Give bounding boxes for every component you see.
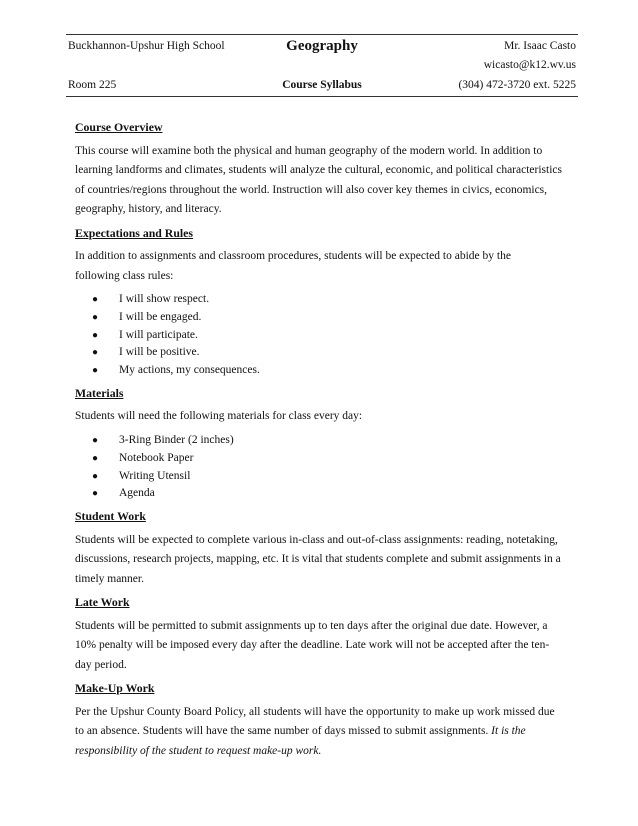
- list-item: [75, 309, 602, 327]
- student-work-text: [75, 531, 602, 590]
- bullet-icon: ●: [92, 470, 99, 482]
- materials-heading: Materials: [75, 385, 124, 400]
- materials-intro-line: Students will need the following materials for class every day:: [75, 410, 363, 423]
- bullet-icon: ●: [92, 294, 99, 305]
- material-text: Agenda: [119, 487, 155, 500]
- rule-text: I will be positive.: [119, 346, 200, 359]
- student-work-line: discussions, research projects, mapping, etc. It is vital that students complete and submit assignments in a: [75, 553, 561, 566]
- header-row-1: [66, 38, 578, 58]
- material-text: Writing Utensil: [119, 469, 191, 482]
- list-item: [75, 468, 602, 486]
- teacher-email[interactable]: wicasto@k12.wv.us: [483, 59, 576, 71]
- makeup-work-line: [75, 722, 602, 742]
- subject-title: Geography: [286, 38, 358, 54]
- list-item: [75, 432, 602, 450]
- course-overview-heading: Course Overview: [75, 120, 163, 134]
- overview-line: geography, history, and literacy.: [75, 203, 222, 215]
- document-type: Course Syllabus: [282, 79, 362, 91]
- student-work-line: timely manner.: [75, 572, 144, 585]
- makeup-emphasis: responsibility of the student to request make-up work.: [75, 744, 322, 757]
- bullet-icon: ●: [92, 311, 99, 323]
- expectations-rules-text: [75, 247, 602, 286]
- teacher-phone: (304) 472-3720 ext. 5225: [458, 79, 576, 91]
- makeup-emphasis: It is the: [491, 725, 526, 738]
- rules-intro-line: In addition to assignments and classroom procedures, students will be expected to abide by the: [75, 250, 511, 262]
- materials-text: [75, 407, 602, 427]
- list-item: [75, 362, 602, 380]
- list-item: [75, 344, 602, 362]
- makeup-work-line: Per the Upshur County Board Policy, all students will have the opportunity to make up work missed due: [75, 705, 555, 718]
- makeup-work-text: [75, 703, 602, 762]
- makeup-work-sentence: to an absence. Students will have the same number of days missed to submit assignments.: [75, 725, 489, 738]
- late-work-line: Students will be permitted to submit assignments up to ten days after the original due date. However, a: [75, 619, 548, 632]
- overview-line: of countries/regions throughout the world. Instruction will also cover key themes in civics, economics,: [75, 183, 548, 196]
- header-row-3: [66, 79, 578, 97]
- rule-text: I will show respect.: [119, 293, 210, 305]
- late-work-text: [75, 617, 602, 676]
- bullet-icon: ●: [92, 434, 99, 446]
- overview-line: learning landforms and climates, students will analyze the cultural, economic, and political characteristics: [75, 164, 562, 176]
- teacher-name: Mr. Isaac Casto: [504, 40, 576, 52]
- late-work-heading: Late Work: [75, 595, 130, 610]
- list-item: [75, 485, 602, 503]
- bullet-icon: ●: [92, 452, 99, 464]
- material-text: 3-Ring Binder (2 inches): [119, 433, 234, 446]
- header-row-2: [66, 57, 578, 75]
- list-item: [75, 291, 602, 309]
- student-work-line: Students will be expected to complete various in-class and out-of-class assignments: reading, notetaking,: [75, 533, 558, 546]
- header-bottom-rule: [66, 96, 578, 97]
- student-work-heading: Student Work: [75, 509, 146, 524]
- makeup-work-heading: Make-Up Work: [75, 681, 155, 696]
- late-work-line: 10% penalty will be imposed every day after the deadline. Late work will not be accepted after the ten-: [75, 639, 550, 652]
- bullet-icon: ●: [92, 329, 99, 341]
- syllabus-body: [75, 118, 602, 765]
- late-work-line: day period.: [75, 658, 127, 671]
- list-item: [75, 327, 602, 345]
- expectations-rules-heading: Expectations and Rules: [75, 225, 193, 240]
- room-number: Room 225: [68, 79, 117, 91]
- bullet-icon: ●: [92, 347, 99, 359]
- rule-text: My actions, my consequences.: [119, 364, 260, 377]
- bullet-icon: ●: [92, 488, 99, 500]
- bullet-icon: ●: [92, 365, 99, 377]
- list-item: [75, 450, 602, 468]
- material-text: Notebook Paper: [119, 451, 194, 464]
- school-name: Buckhannon-Upshur High School: [68, 40, 225, 52]
- header-top-rule: [66, 34, 578, 35]
- rule-text: I will be engaged.: [119, 310, 202, 323]
- rules-intro-line: following class rules:: [75, 269, 174, 282]
- rule-text: I will participate.: [119, 328, 198, 341]
- overview-line: This course will examine both the physical and human geography of the modern world. In addition to: [75, 144, 543, 157]
- class-rules-list: [75, 291, 602, 380]
- course-overview-text: [75, 142, 602, 220]
- materials-list: [75, 432, 602, 503]
